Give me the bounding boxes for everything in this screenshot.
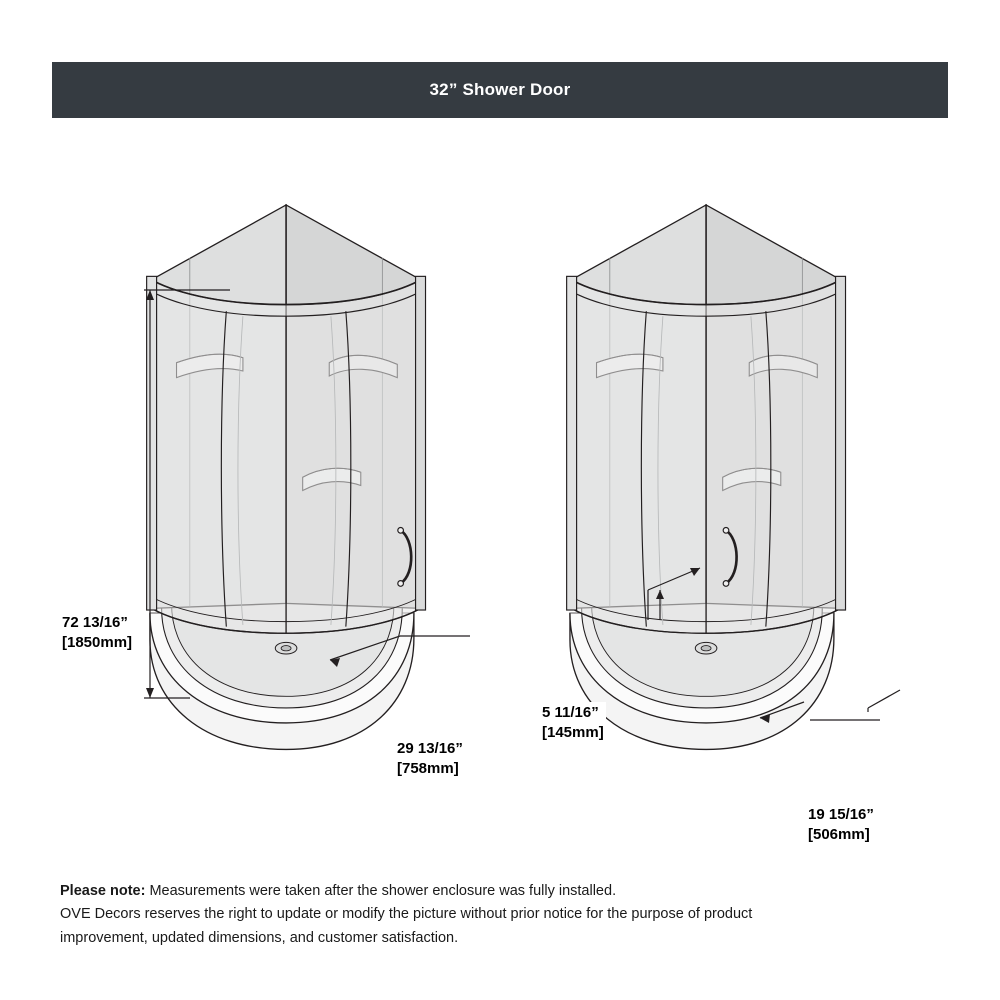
footer-note-line-3: improvement, updated dimensions, and customer satisfaction. (60, 929, 459, 946)
dimension-width-metric: [758mm] (397, 760, 459, 778)
dimension-height-imperial: 72 13/16” (62, 614, 128, 631)
dimension-width-label (395, 738, 465, 781)
dimension-handle-offset-imperial: 5 11/16” (542, 704, 599, 721)
page-title: 32” Shower Door (429, 80, 571, 99)
dimension-handle-offset-label (540, 702, 606, 745)
page-title-bar (52, 62, 948, 118)
footer-note-line-1 (60, 880, 940, 903)
footer-note-line-1-text: Measurements were taken after the shower enclosure was fully installed. (145, 883, 617, 899)
drawing-canvas (0, 120, 1000, 860)
figure-front-view (147, 205, 426, 749)
dimension-depth-imperial: 19 15/16” (808, 806, 874, 823)
dimension-height-metric: [1850mm] (62, 634, 133, 652)
footer-note (60, 880, 940, 950)
dimension-depth-label (806, 804, 876, 847)
dimension-handle-offset-metric: [145mm] (542, 724, 604, 742)
dimension-depth-metric: [506mm] (808, 826, 870, 844)
dimension-height-label (60, 612, 134, 655)
figure-side-view (567, 205, 846, 749)
technical-drawing (0, 120, 1000, 860)
footer-note-lead: Please note: (60, 883, 146, 899)
dimension-width-imperial: 29 13/16” (397, 740, 463, 757)
footer-note-line-2: OVE Decors reserves the right to update or modify the picture without prior notice for the purpose of product (60, 906, 753, 923)
